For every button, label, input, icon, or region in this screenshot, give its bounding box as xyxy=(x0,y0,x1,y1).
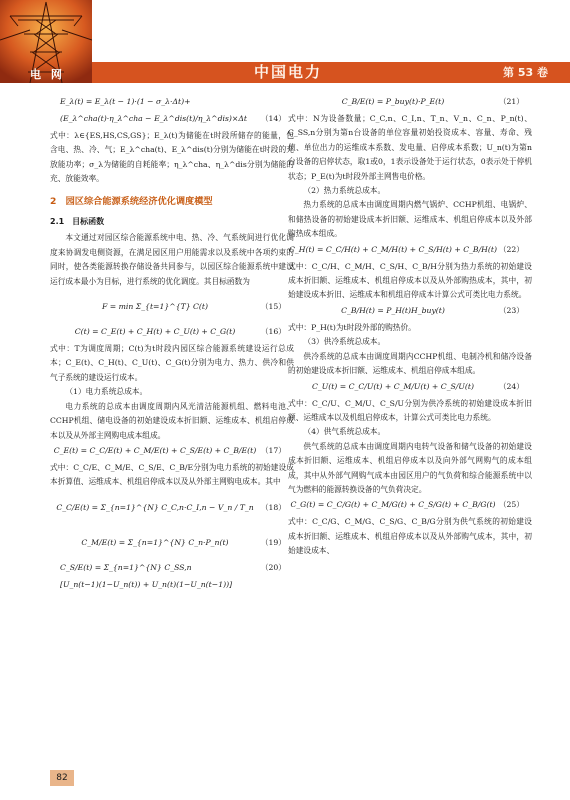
right-column xyxy=(288,94,532,559)
paragraph: 式中：λ∈{ES,HS,CS,GS}；E_λ(t)为储能在t时段所储存的能量，包含电、热、冷、气；E_λ^cha(t)、E_λ^dis(t)分别为储能在t时段的充放能功率；σ_λ为储能的自耗能率；η_λ^cha、η_λ^dis分别为储能的充、放能效率。 xyxy=(50,131,294,184)
paragraph: 式中：C_C/E、C_M/E、C_S/E、C_B/E分别为电力系统的初始建设成本折算值、运维成本、机组启停成本以及从外部主网购电成本。其中 xyxy=(50,462,294,487)
equation-25: C_G(t) = C_C/G(t) + C_M/G(t) + C_S/G(t) + C_B/G(t) （25） xyxy=(288,498,532,514)
paragraph: （4）供气系统总成本。 xyxy=(303,427,386,437)
paragraph: 供气系统的总成本由调度周期内电转气设备和储气设备的初始建设成本折旧额、运维成本、机组启停成本以及向外部气网购气的成本组成，其中从外部气网购气成本由园区用户的气负荷和综合能源系统中以气为燃料的能源转换设备的气负荷决定。 xyxy=(288,441,532,494)
equation-14-line1: E_λ(t) = E_λ(t − 1)·(1 − σ_λ·Δt)+ xyxy=(60,97,191,106)
paragraph: 热力系统的总成本由调度周期内燃气锅炉、CCHP机组、电锅炉、和储热设备的初始建设成本折旧额、运维成本、机组启停成本以及外部购热成本组成。 xyxy=(288,200,532,239)
equation-number: （19） xyxy=(260,537,286,547)
paragraph: 式中：N为设备数量；C_C,n、C_I,n、T_n、V_n、C_n、P_n(t)、C_SS,n分别为第n台设备的单位容量初始投资成本、容量、寿命、残值、单位出力的运维成本系数、发电量、启停成本系数；U_n(t)为第n台设备的启停状态，取1或0，1表示设备处于运行状态，0表示处于停机状态；P_E(t)为t时段外部主网售电价格。 xyxy=(288,114,532,181)
equation-15: F = min Σ_{t=1}^{T} C(t) （15） xyxy=(50,290,294,324)
equation-21: C_B/E(t) = P_buy(t)·P_E(t) （21） xyxy=(288,95,532,111)
page-number: 82 xyxy=(50,770,74,786)
equation-17: C_E(t) = C_C/E(t) + C_M/E(t) + C_S/E(t) + C_B/E(t) （17） xyxy=(50,444,294,460)
paragraph: （1）电力系统总成本。 xyxy=(65,387,148,397)
paragraph: 式中：C_C/G、C_M/G、C_S/G、C_B/G分别为供气系统的初始建设成本折旧额、运维成本、机组启停成本以及从外部购气成本，其中，初始建设成本、 xyxy=(288,517,532,556)
journal-title: 中国电力 xyxy=(253,63,322,81)
equation-16: C(t) = C_E(t) + C_H(t) + C_U(t) + C_G(t) （16） xyxy=(50,325,294,341)
equation-number: （18） xyxy=(260,502,286,512)
equation-23: C_B/H(t) = P_H(t)H_buy(t) （23） xyxy=(288,304,532,320)
equation-number: （15） xyxy=(260,302,286,312)
equation-number: （23） xyxy=(498,305,524,315)
equation-number: （17） xyxy=(260,445,286,455)
equation-number: （14） xyxy=(260,114,286,123)
paragraph: 电力系统的总成本由调度周期内风光清洁能源机组、燃料电池、CCHP机组、储电设备的初始建设成本折旧额、运维成本、机组启停成本以及从外部主网购电成本组成。 xyxy=(50,401,294,440)
paragraph: （3）供冷系统总成本。 xyxy=(303,337,386,347)
equation-number: （16） xyxy=(260,327,286,337)
volume-label: 第 53 卷 xyxy=(503,66,548,79)
equation-number: （25） xyxy=(498,500,524,510)
equation-24: C_U(t) = C_C/U(t) + C_M/U(t) + C_S/U(t) （24） xyxy=(288,380,532,396)
left-column xyxy=(50,94,294,595)
subsection-heading: 2.1 目标函数 xyxy=(50,217,105,227)
paragraph: 式中：C_C/H、C_M/H、C_S/H、C_B/H分别为热力系统的初始建设成本折旧额、运维成本、机组启停成本以及从外部购热成本，其中，初始建设成本折旧、运维成本和机组启停成本计算公式可类比电力系统。 xyxy=(288,261,532,300)
paragraph: 式中：C_C/U、C_M/U、C_S/U分别为供冷系统的初始建设成本折旧额、运维成本以及机组启停成本，计算公式可类比电力系统。 xyxy=(288,398,532,422)
equation-14-line2: (E_λ^cha(t)·η_λ^cha − E_λ^dis(t)/η_λ^dis)×Δt （14） xyxy=(50,112,294,128)
paragraph: 供冷系统的总成本由调度周期内CCHP机组、电制冷机和储冷设备的初始建设成本折旧额、运维成本、机组启停成本组成。 xyxy=(288,351,532,376)
power-tower-photo xyxy=(0,0,92,83)
equation-number: （20） xyxy=(260,562,286,572)
paragraph: 式中：T为调度周期；C(t)为t时段内园区综合能源系统建设运行总成本；C_E(t)、C_H(t)、C_U(t)、C_G(t)分别为电力、热力、供冷和供气子系统的建设运行成本。 xyxy=(50,344,294,382)
paragraph: （2）热力系统总成本。 xyxy=(303,186,386,196)
equation-number: （21） xyxy=(498,97,524,106)
equation-19: C_M/E(t) = Σ_{n=1}^{N} C_n·P_n(t) （19） xyxy=(50,526,294,560)
page-header xyxy=(0,0,570,83)
equation-22: C_H(t) = C_C/H(t) + C_M/H(t) + C_S/H(t) + C_B/H(t) （22） xyxy=(288,243,532,259)
paragraph: 式中：P_H(t)为t时段外部的购热价。 xyxy=(288,322,416,332)
section-label: 电 网 xyxy=(30,68,65,81)
section-heading: 2 园区综合能源系统经济优化调度模型 xyxy=(50,195,213,207)
equation-20-line2: [U_n(t−1)(1−U_n(t)) + U_n(t)(1−U_n(t−1))] xyxy=(60,579,233,589)
equation-18: C_C/E(t) = Σ_{n=1}^{N} C_C,n·C_I,n − V_n / T_n （18） xyxy=(50,491,294,525)
equation-20-line1: C_S/E(t) = Σ_{n=1}^{N} C_SS,n （20） xyxy=(50,561,294,577)
equation-number: （22） xyxy=(498,244,524,254)
paragraph: 本文通过对园区综合能源系统中电、热、冷、气系统间进行优化调度来协调发电侧资源，在满足园区用户用能需求以及系统中各项约束的同时，使各类能源转换存储设备共同参与，以园区综合能源系统中建设运行成本最小为目标，进行系统的优化调度。其目标函数为 xyxy=(50,233,294,286)
equation-number: （24） xyxy=(498,381,524,391)
